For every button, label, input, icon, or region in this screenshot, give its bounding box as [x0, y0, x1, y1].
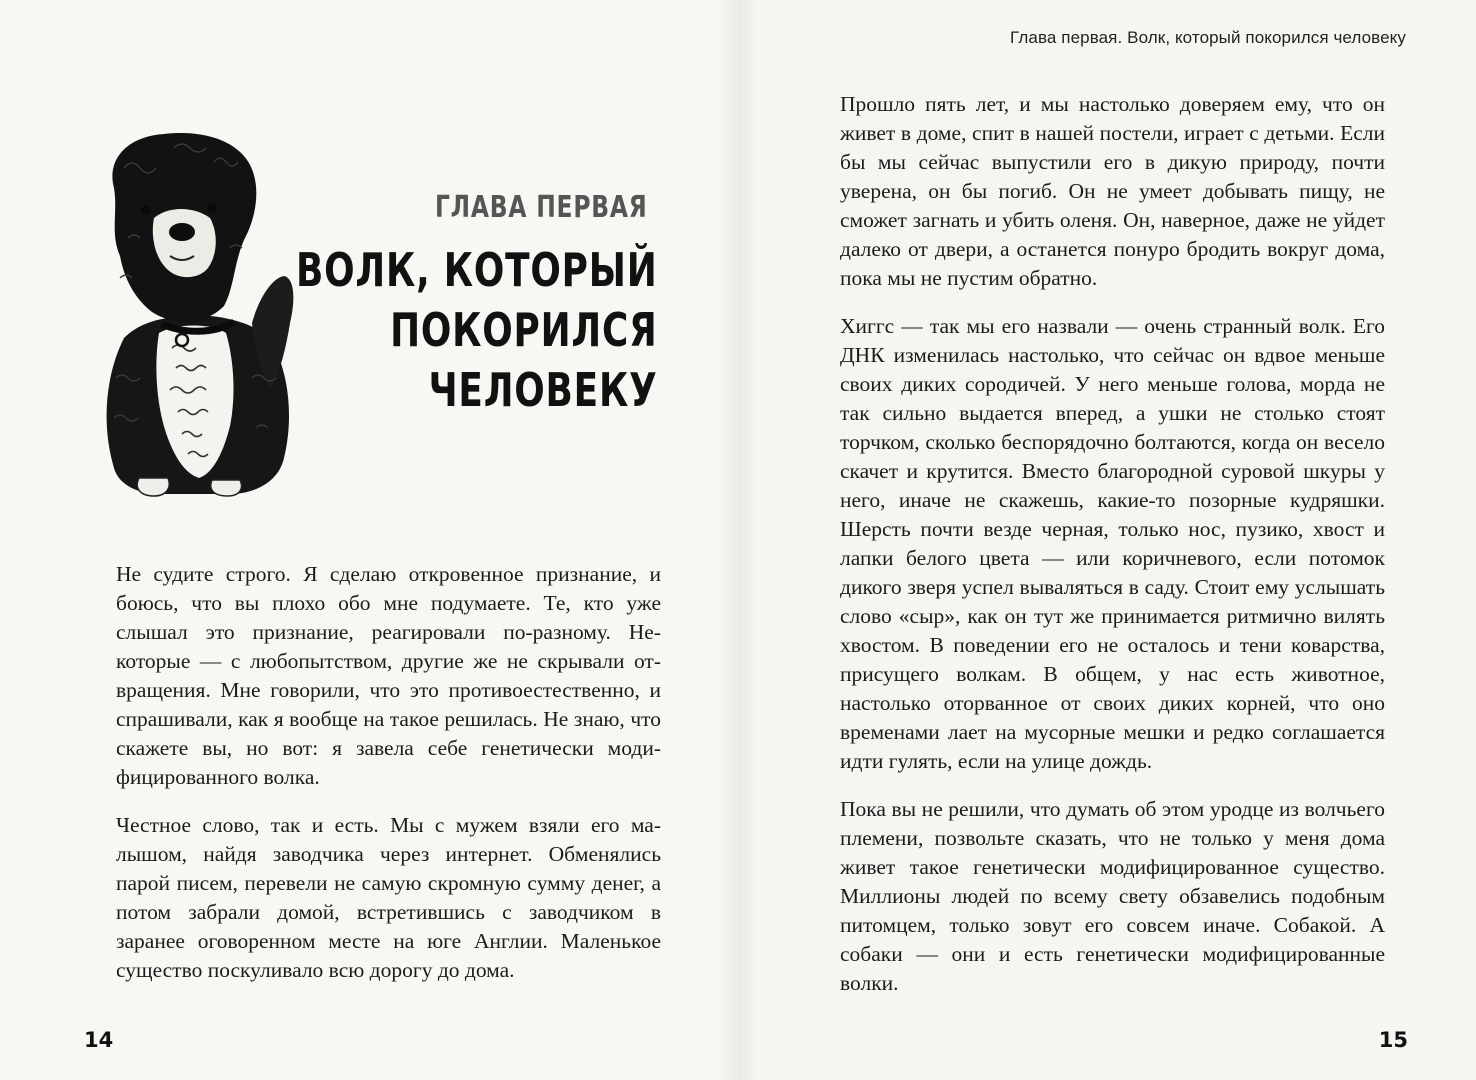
- running-head: Глава первая. Волк, который покорился человеку: [1010, 28, 1406, 47]
- left-page-body: [116, 560, 661, 1004]
- chapter-label: ГЛАВА ПЕРВАЯ: [435, 190, 648, 225]
- right-page-body: [840, 90, 1385, 1017]
- paragraph: Не судите строго. Я сделаю откровенное признание, и боюсь, что вы плохо обо мне подумаете. Те, кто уже слышал это признание, реагировали по-разному. Некоторые — с любопытством, другие же не скрывали отвращения. Мне говорили, что это противоестественно, и спрашивали, как я вообще на такое решилась. Не знаю, что скажете вы, но вот: я завела себе генетически модифицированного волка.: [116, 562, 661, 789]
- chapter-title-line: ВОЛК, КОТОРЫЙ: [296, 243, 658, 297]
- page-number-right: 15: [1378, 1028, 1408, 1052]
- chapter-title-line: ПОКОРИЛСЯ: [390, 303, 658, 357]
- paragraph: Пока вы не решили, что думать об этом уродце из волчьего племени, позвольте сказать, что не только у меня дома живет такое генетически модифицированное существо. Миллионы людей по всему свету обзавелись подобным питомцем, только зовут его совсем иначе. Собакой. А собаки — они и есть генетически модифицированные волки.: [840, 797, 1385, 995]
- paragraph: Прошло пять лет, и мы настолько доверяем ему, что он живет в доме, спит в нашей постели, играет с детьми. Если бы мы сейчас выпустили его в дикую природу, почти уверена, он бы погиб. Он не умеет добывать пищу, не сможет загнать и убить оленя. Он, наверное, даже не уйдет далеко от двери, а останется понуро бродить вокруг дома, пока мы не пустим обратно.: [840, 92, 1385, 290]
- page-number-left: 14: [84, 1028, 114, 1052]
- right-page: [738, 0, 1476, 1080]
- paragraph: Хиггс — так мы его назвали — очень странный волк. Его ДНК изменилась настолько, что сейчас он вдвое меньше своих диких сородичей. У него меньше голова, морда не так сильно выдается вперед, а ушки не столько стоят торчком, сколько беспорядочно болтаются, когда он весело скачет и крутится. Вместо благородной суровой шкуры у него, иначе не скажешь, какие-то позорные кудряшки. Шерсть почти везде черная, только нос, пузико, хвост и лапки белого цвета — или коричневого, если потомок дикого зверя успел вываляться в саду. Стоит ему услышать слово «сыр», как он тут же принимается ритмично вилять хвостом. В поведении его не осталось и тени коварства, присущего волкам. В общем, у нас есть животное, настолько оторванное от своих диких корней, что оно временами лает на мусорные мешки и редко соглашается идти гулять, если на улице дождь.: [840, 314, 1385, 773]
- chapter-title-line: ЧЕЛОВЕКУ: [429, 363, 658, 417]
- curly-dog-illustration: [84, 128, 314, 498]
- chapter-title: [296, 240, 658, 420]
- paragraph: Честное слово, так и есть. Мы с мужем взяли его малышом, найдя заводчика через интернет. Обменялись парой писем, перевели не самую скромную сумму денег, а потом забрали домой, встретившись с заводчиком в заранее оговоренном месте на юге Англии. Маленькое существо поскуливало всю дорогу до дома.: [116, 813, 661, 982]
